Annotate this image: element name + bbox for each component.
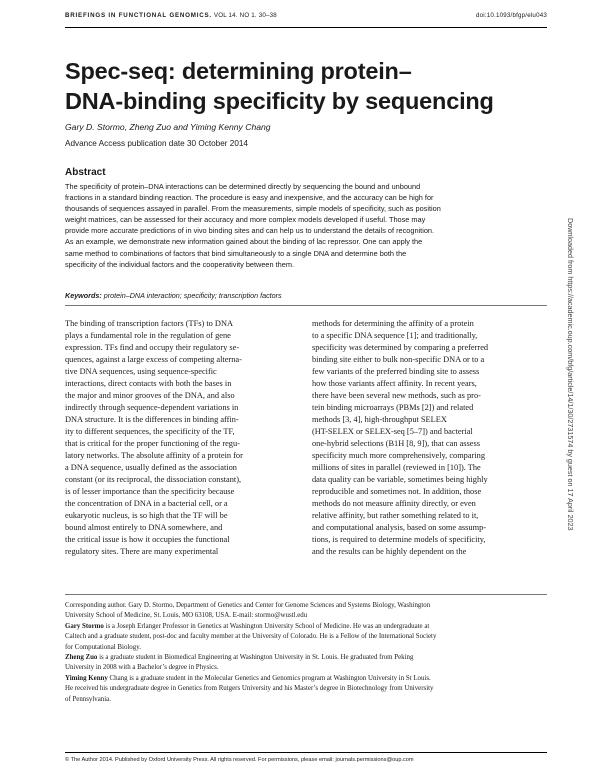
bio-text: Chang is a graduate student in the Molecular Genetics and Genomics program at Washington University in St Louis. [107,674,431,682]
body-line: plays a fundamental role in the regulation of gene [65,331,231,340]
header-rule [65,27,547,28]
article-title [65,56,547,116]
keywords-rule [65,305,547,306]
body-line: reproducible and sometimes not. In addition, those [312,487,482,496]
title-line-1: Spec-seq: determining protein– [65,58,412,84]
abstract-line: same method to combinations of factors that bind simultaneously to a single DNA and determine both the [65,248,407,258]
body-line: a DNA sequence, usually defined as the association [65,463,237,472]
title-line-2: DNA-binding specificity by sequencing [65,88,494,114]
body-line: the concentration of DNA in a bacterial cell, or a [65,499,228,508]
abstract-line: fractions in a standard binding reaction. The procedure is easy and inexpensive, and the accuracy can be high for [65,193,434,203]
body-line: few variants of the preferred binding site to assess [312,367,480,376]
footnotes [65,601,555,705]
download-stamp: Downloaded from https://academic.oup.com/bfg/article/14/1/30/2731574 by guest on 17 April 2023 [566,218,575,531]
author-bio-line [65,674,555,684]
abstract-line: As an example, we demonstrate new information gained about the binding of lac repressor. One can apply the [65,237,423,247]
body-line: the major and minor grooves of the DNA, and also [65,391,235,400]
body-line: quences, against a large excess of competing alterna- [65,355,242,364]
author-bio-line: He received his undergraduate degree in Genetics from Rutgers University and his Master’s degree in Biotechnology from University [65,685,434,693]
body-line: one-hybrid selections (B1H [8, 9]), that can assess [312,439,480,448]
body-column-left [65,318,295,558]
body-line: methods do not measure affinity directly, or even [312,499,476,508]
body-line: and computational analysis, based on some assump- [312,523,487,532]
body-line: tions, is required to determine models of specificity, [312,535,486,544]
corresponding-author-line: University School of Medicine, St. Louis, MO 63108, USA. E-mail: stormo@wustl.edu [65,612,308,620]
author-bio-line: University in 2008 with a Bachelor’s degree in Physics. [65,664,219,672]
body-line: DNA structure. It is the differences in binding affin- [65,415,239,424]
author-bio-line: of Pennsylvania. [65,695,111,703]
body-line: tein binding microarrays (PBMs [2]) and related [312,403,474,412]
body-line: The binding of transcription factors (TFs) to DNA [65,319,233,328]
body-line: (HT-SELEX or SELEX-seq [5–7]) and bacterial [312,427,473,436]
body-line: and the results can be highly dependent on the [312,547,467,556]
body-line: specificity was determined by comparing a preferred [312,343,489,352]
body-line: methods [3, 4], high-throughput SELEX [312,415,447,424]
doi: doi:10.1093/bfgp/elu043 [475,12,547,19]
body-line: latory networks. The absolute affinity of a protein for [65,451,243,460]
keywords [65,291,282,300]
volume-info: VOL 14. NO 1. 30–38 [213,12,277,19]
author-list: Gary D. Stormo, Zheng Zuo and Yiming Kenny Chang [65,122,271,132]
author-bio-line [65,622,555,632]
bio-name: Gary Stormo [65,622,104,630]
body-column-right [312,318,548,558]
body-line: bound almost entirely to DNA somewhere, and [65,523,223,532]
abstract-line: provide more accurate predictions of in vivo binding sites and can help us to understand the details of recognition. [65,226,435,236]
body-line: specificity much more comprehensively, comparing [312,451,485,460]
body-line: tive DNA sequences, using sequence-specific [65,367,217,376]
body-line: is of lesser importance than the specificity because [65,487,235,496]
bio-name: Zheng Zuo [65,654,98,662]
body-line: there have been several new methods, such as pro- [312,391,481,400]
abstract-heading: Abstract [65,167,106,178]
body-line: eukaryotic nucleus, is so high that the TF will be [65,511,228,520]
body-line: constant (or its reciprocal, the dissociation constant), [65,475,242,484]
journal-name: BRIEFINGS IN FUNCTIONAL GENOMICS. [65,12,212,19]
body-line: to a specific DNA sequence [1]; and traditionally, [312,331,478,340]
bio-text: is a Joseph Erlanger Professor in Genetics at Washington University School of Medicine. He was an undergraduate at [103,622,430,630]
body-line: the critical issue is how it occupies the functional [65,535,230,544]
bottom-rule [65,752,547,753]
copyright-notice: © The Author 2014. Published by Oxford University Press. All rights reserved. For permissions, please email: journals.permissions@oup.com [65,757,414,763]
body-line: that is critical for the proper functioning of the regu- [65,439,240,448]
abstract-line: thousands of sequences assayed in parallel. From the measurements, simple models of specificity, such as position [65,204,441,214]
author-bio-line [65,653,555,663]
running-head [65,12,547,24]
body-line: regulatory sites. There are many experimental [65,547,219,556]
corresponding-author-line: Corresponding author. Gary D. Stormo, Department of Genetics and Center for Genome Sciences and Systems Biology, Washington [65,602,431,609]
journal-citation [65,12,277,19]
body-line: relative affinity, but rather something related to it, [312,511,479,520]
body-line: data quality can be variable, sometimes being highly [312,475,488,484]
body-line: how those variants affect affinity. In recent years, [312,379,477,388]
bio-text: is a graduate student in Biomedical Engineering at Washington University in St. Louis. He graduated from Peking [97,654,414,662]
abstract-line: weight matrices, can be assessed for their accuracy and more complex models developed if useful. Those may [65,215,426,225]
keywords-text: protein–DNA interaction; specificity; transcription factors [101,291,282,300]
footnote-rule [65,594,547,595]
publication-date: Advance Access publication date 30 October 2014 [65,139,248,148]
abstract-line: specificity of the individual factors and the cooperativity between them. [65,259,295,269]
author-bio-line: Caltech and a graduate student, post-doc and faculty member at the University of Colorado. He is a Fellow of the International Society [65,633,437,641]
body-line: millions of sites in parallel (reviewed in [10]). The [312,463,481,472]
bio-name: Yiming Kenny [65,674,108,682]
abstract-body [65,181,551,270]
body-line: ity to different sequences, the specificity of the TF, [65,427,235,436]
author-bio-line: for Computational Biology. [65,643,141,651]
body-line: indirectly through sequence-dependent variations in [65,403,239,412]
keywords-label: Keywords: [65,291,102,300]
body-line: binding site either to bulk non-specific DNA or to a [312,355,485,364]
body-line: methods for determining the affinity of a protein [312,319,474,328]
body-line: expression. TFs find and occupy their regulatory se- [65,343,240,352]
abstract-line: The specificity of protein–DNA interactions can be determined directly by sequencing the bound and unbound [65,182,421,191]
body-line: interactions, direct contacts with both the bases in [65,379,232,388]
